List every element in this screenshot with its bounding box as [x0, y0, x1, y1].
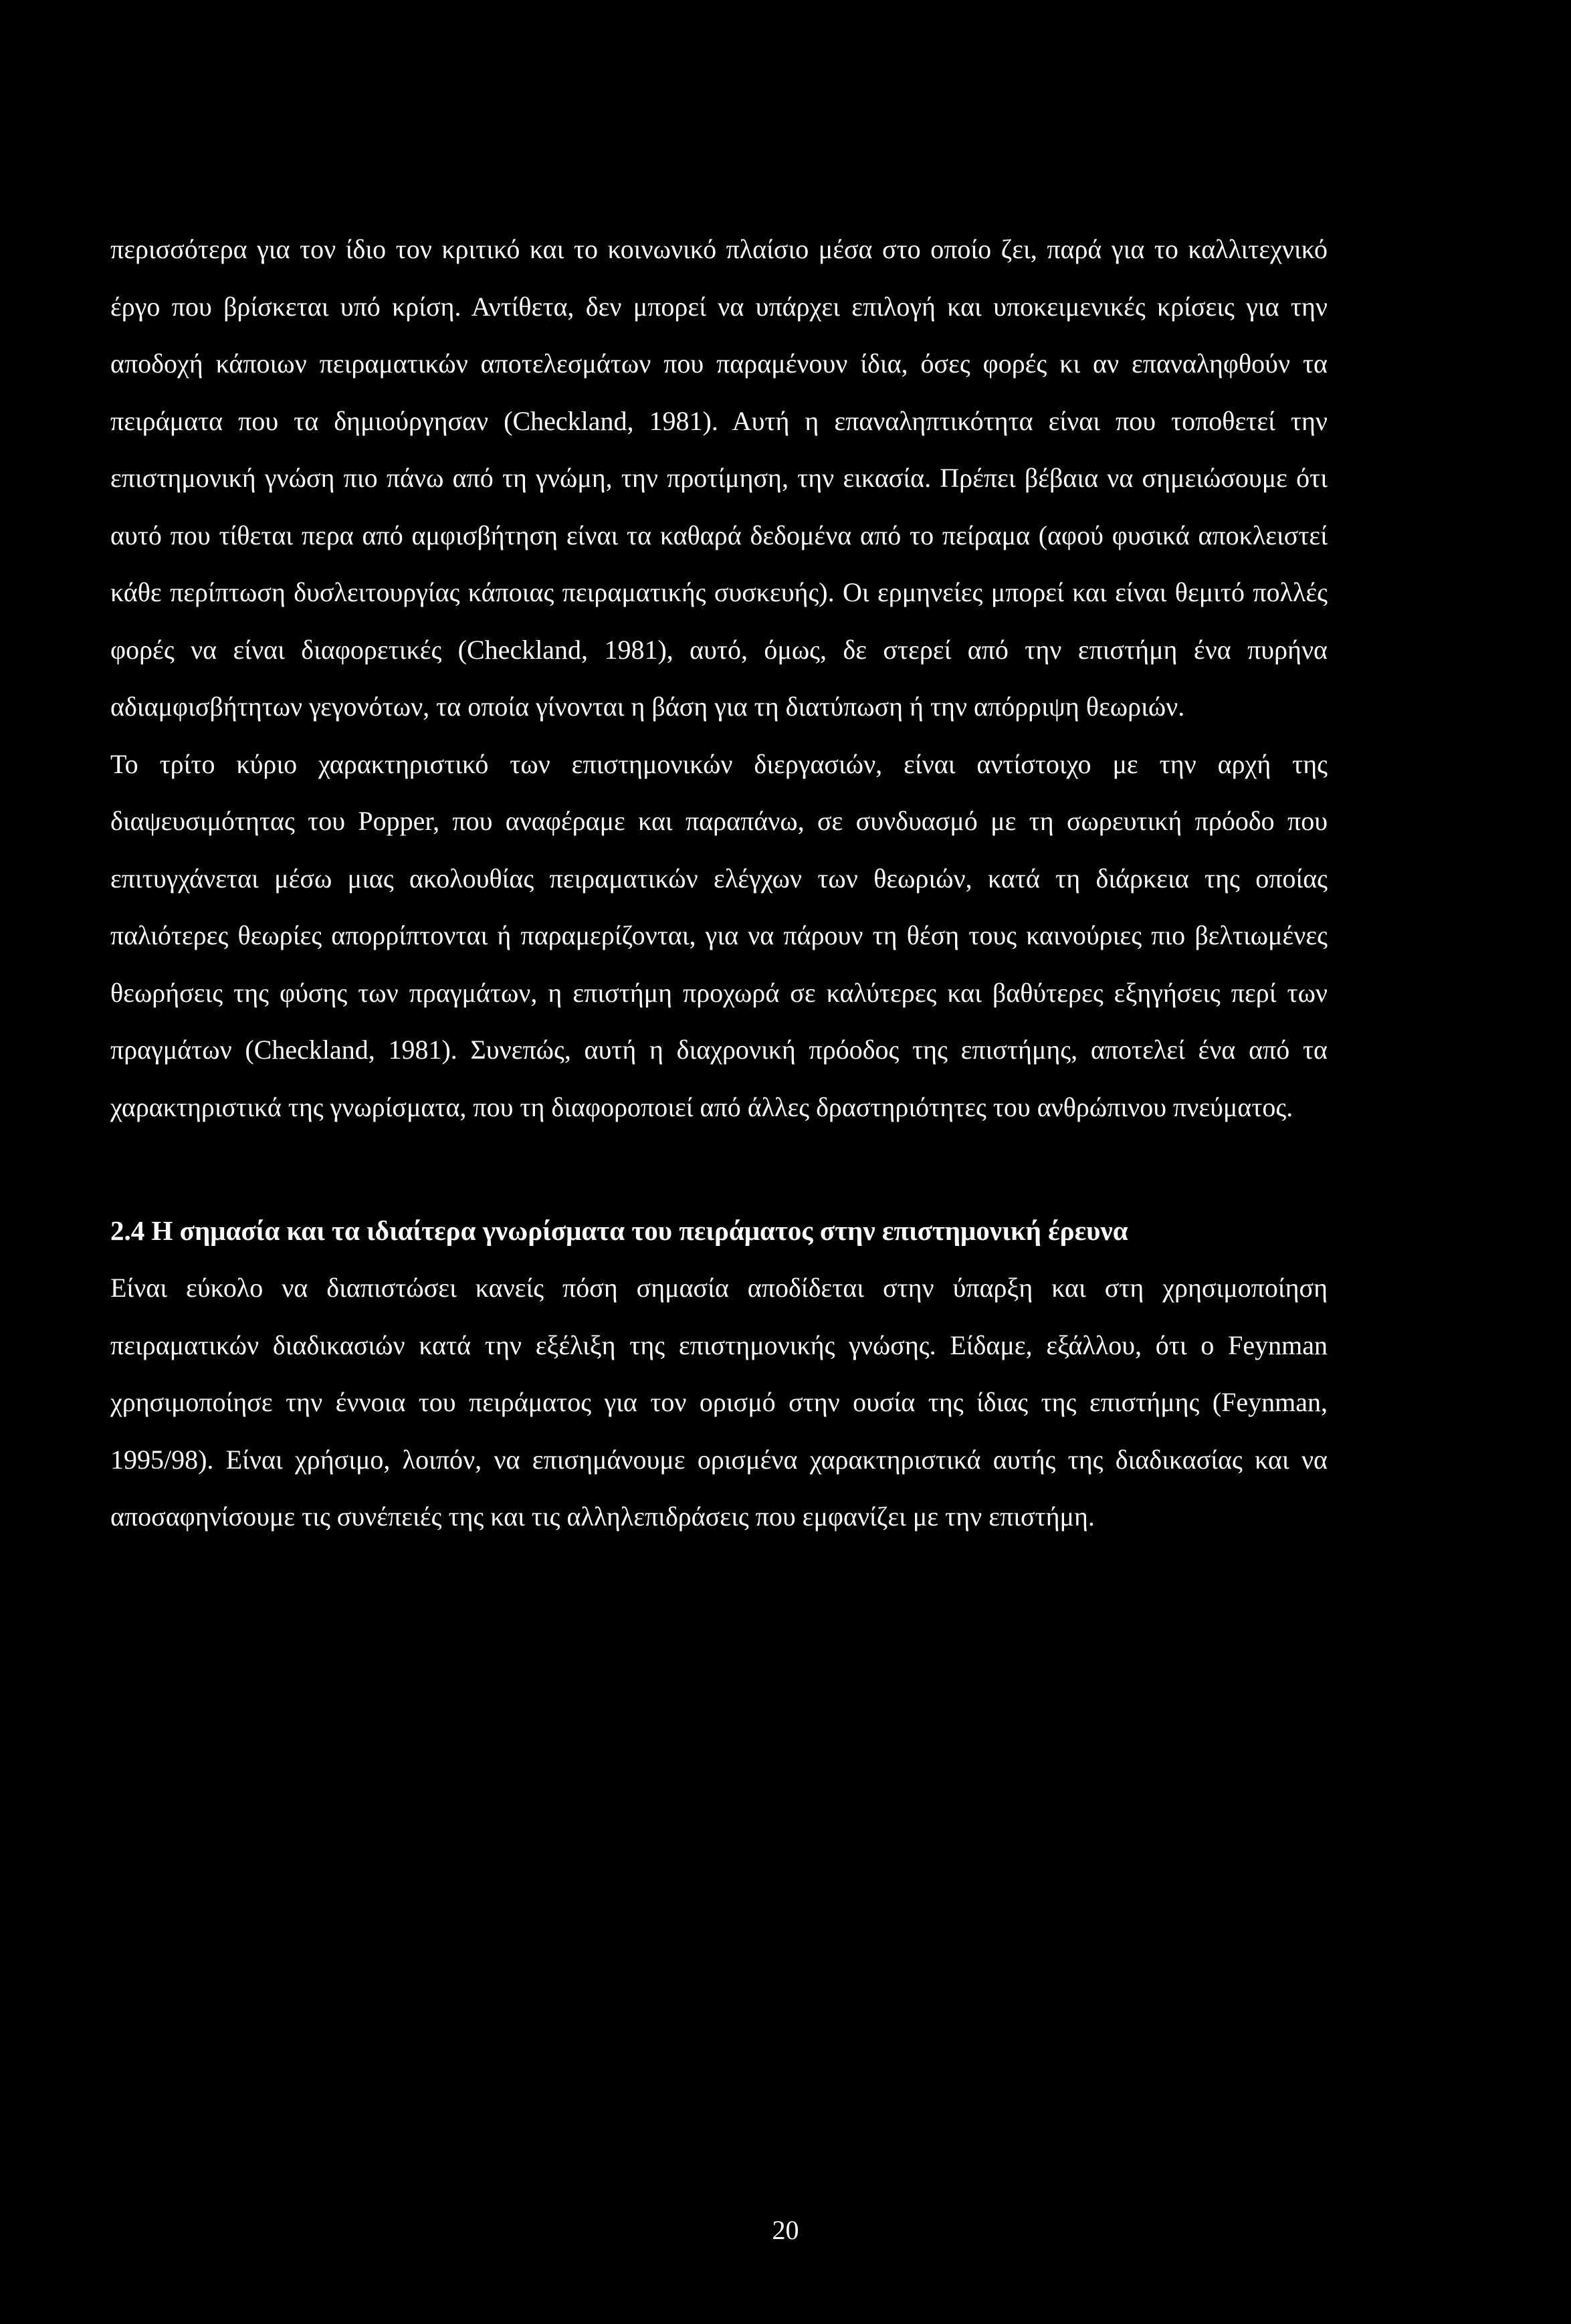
- page-content: [110, 221, 1328, 1546]
- section-heading: 2.4 Η σημασία και τα ιδιαίτερα γνωρίσματα του πειράματος στην επιστημονική έρευνα: [110, 1215, 1128, 1246]
- body-paragraph-3: Είναι εύκολο να διαπιστώσει κανείς πόση σημασία αποδίδεται στην ύπαρξη και στη χρησιμοποίηση πειραματικών διαδικασιών κατά την εξέλιξη της επιστημονικής γνώσης. Είδαμε, εξάλλου, ότι ο Feynman χρησιμοποίησε την έννοια του πειράματος για τον ορισμό στην ουσία της ίδιας της επιστήμης (Feynman, 1995/98). Είναι χρήσιμο, λοιπόν, να επισημάνουμε ορισμένα χαρακτηριστικά αυτής της διαδικασίας και να αποσαφηνίσουμε τις συνέπειές της και τις αλληλεπιδράσεις που εμφανίζει με την επιστήμη.: [110, 1273, 1328, 1531]
- body-paragraph-2: Το τρίτο κύριο χαρακτηριστικό των επιστημονικών διεργασιών, είναι αντίστοιχο με την αρχή της διαψευσιμότητας του Popper, που αναφέραμε και παραπάνω, σε συνδυασμό με τη σωρευτική πρόοδο που επιτυγχάνεται μέσω μιας ακολουθίας πειραματικών ελέγχων των θεωριών, κατά τη διάρκεια της οποίας παλιότερες θεωρίες απορρίπτονται ή παραμερίζονται, για να πάρουν τη θέση τους καινούριες πιο βελτιωμένες θεωρήσεις της φύσης των πραγμάτων, η επιστήμη προχωρά σε καλύτερες και βαθύτερες εξηγήσεις περί των πραγμάτων (Checkland, 1981). Συνεπώς, αυτή η διαχρονική πρόοδος της επιστήμης, αποτελεί ένα από τα χαρακτηριστικά της γνωρίσματα, που τη διαφοροποιεί από άλλες δραστηριότητες του ανθρώπινου πνεύματος.: [110, 748, 1328, 1122]
- body-paragraph-1: περισσότερα για τον ίδιο τον κριτικό και το κοινωνικό πλαίσιο μέσα στο οποίο ζει, παρά για το καλλιτεχνικό έργο που βρίσκεται υπό κρίση. Αντίθετα, δεν μπορεί να υπάρχει επιλογή και υποκειμενικές κρίσεις για την αποδοχή κάποιων πειραματικών αποτελεσμάτων που παραμένουν ίδια, όσες φορές κι αν επαναληφθούν τα πειράματα που τα δημιούργησαν (Checkland, 1981). Αυτή η επαναληπτικότητα είναι που τοποθετεί την επιστημονική γνώση πιο πάνω από τη γνώμη, την προτίμηση, την εικασία. Πρέπει βέβαια να σημειώσουμε ότι αυτό που τίθεται περα από αμφισβήτηση είναι τα καθαρά δεδομένα από το πείραμα (αφού φυσικά αποκλειστεί κάθε περίπτωση δυσλειτουργίας κάποιας πειραματικής συσκευής). Οι ερμηνείες μπορεί και είναι θεμιτό πολλές φορές να είναι διαφορετικές (Checkland, 1981), αυτό, όμως, δε στερεί από την επιστήμη ένα πυρήνα αδιαμφισβήτητων γεγονότων, τα οποία γίνονται η βάση για τη διατύπωση ή την απόρριψη θεωριών.: [110, 234, 1328, 722]
- page-number: 20: [772, 2215, 799, 2245]
